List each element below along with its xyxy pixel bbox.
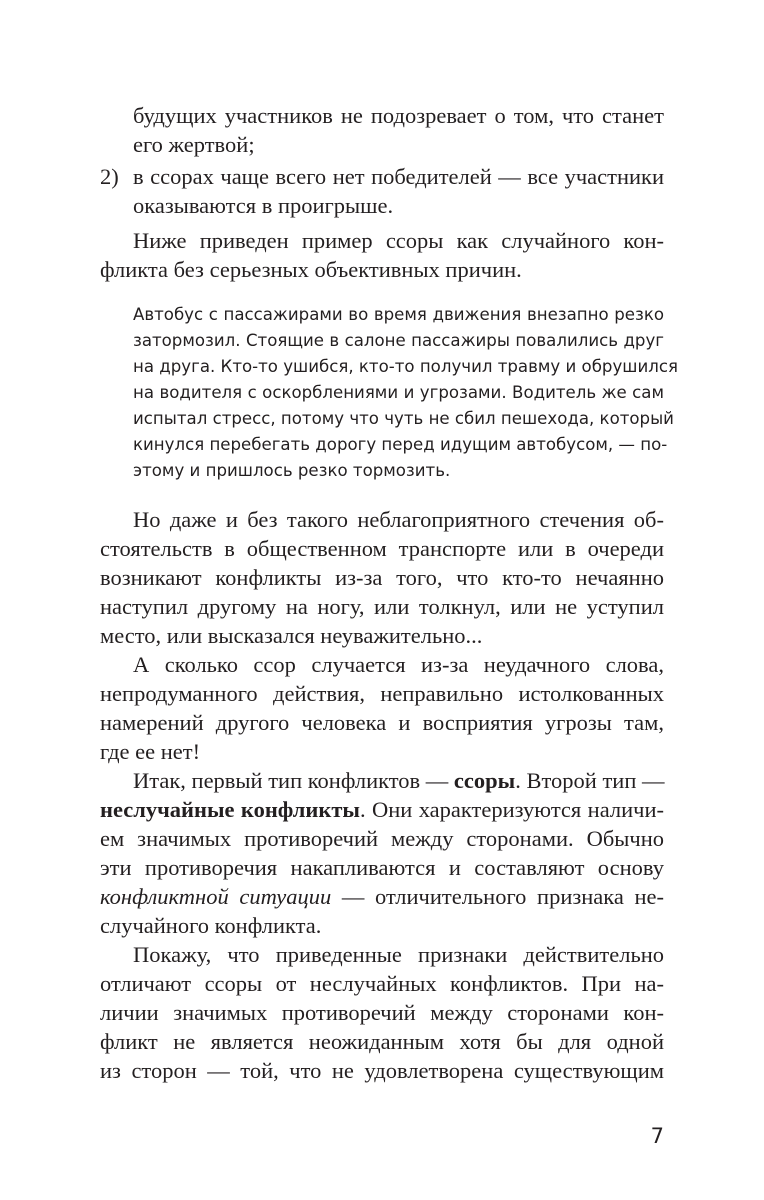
page-number: 7	[650, 1124, 664, 1148]
text-line: будущих участников не подозревает о том, что станет	[133, 103, 664, 128]
text-line: фликта без серьезных объективных причин.	[100, 257, 522, 282]
text-line: из сторон — той, что не удовлетворена существующим	[100, 1058, 664, 1083]
text-line: случайного конфликта.	[100, 913, 322, 938]
example-line: кинулся перебегать дорогу перед идущим автобусом, — по-	[133, 435, 668, 454]
text-line: непродуманного действия, неправильно истолкованных	[100, 681, 664, 706]
text-line: возникают конфликты из-за того, что кто-то нечаянно	[100, 565, 664, 590]
text-line: место, или высказался неуважительно...	[100, 623, 483, 648]
term-quarrels: ссоры	[453, 768, 516, 793]
text-line: отличают ссоры от неслучайных конфликтов. При на-	[100, 971, 664, 996]
text-line: Но даже и без такого неблагоприятного стечения об-	[133, 507, 664, 532]
text-line: в ссорах чаще всего нет победителей — все участники	[133, 164, 664, 189]
text-line: А сколько ссор случается из-за неудачного слова,	[133, 652, 664, 677]
text-line: его жертвой;	[133, 132, 255, 157]
text-line: намерений другого человека и восприятия угрозы там,	[100, 710, 664, 735]
text-line: Ниже приведен пример ссоры как случайного кон-	[133, 228, 664, 253]
text-line: конфликтной ситуации — отличительного признака не-	[100, 884, 665, 909]
text-line: неслучайные конфликты. Они характеризуются наличи-	[100, 797, 664, 822]
list-number: 2)	[100, 164, 119, 189]
text-line: личии значимых противоречий между сторонами кон-	[100, 1000, 664, 1025]
text-line: наступил другому на ногу, или толкнул, или не уступил	[100, 594, 664, 619]
example-line: Автобус с пассажирами во время движения внезапно резко	[133, 305, 664, 324]
example-line: этому и пришлось резко тормозить.	[133, 461, 451, 480]
text-line: фликт не является неожиданным хотя бы для одной	[100, 1029, 664, 1054]
example-line: на водителя с оскорблениями и угрозами. Водитель же сам	[133, 383, 664, 402]
text-line: где ее нет!	[100, 739, 201, 764]
text-line: стоятельств в общественном транспорте или в очереди	[100, 536, 664, 561]
text-line: оказываются в проигрыше.	[133, 193, 394, 218]
text-line: эти противоречия накапливаются и составляют основу	[100, 855, 664, 880]
text-line: Итак, первый тип конфликтов — ссоры. Второй тип —	[133, 768, 665, 793]
term-conflict-situation: конфликтной ситуации	[100, 884, 332, 909]
example-line: испытал стресс, потому что чуть не сбил пешехода, который	[133, 409, 674, 428]
example-line: затормозил. Стоящие в салоне пассажиры повалились друг	[133, 331, 664, 350]
term-nonrandom-conflicts: неслучайные конфликты	[100, 797, 360, 822]
text-line: Покажу, что приведенные признаки действительно	[133, 942, 664, 967]
example-line: на друга. Кто-то ушибся, кто-то получил травму и обрушился	[133, 357, 678, 376]
text-line: ем значимых противоречий между сторонами. Обычно	[100, 826, 664, 851]
